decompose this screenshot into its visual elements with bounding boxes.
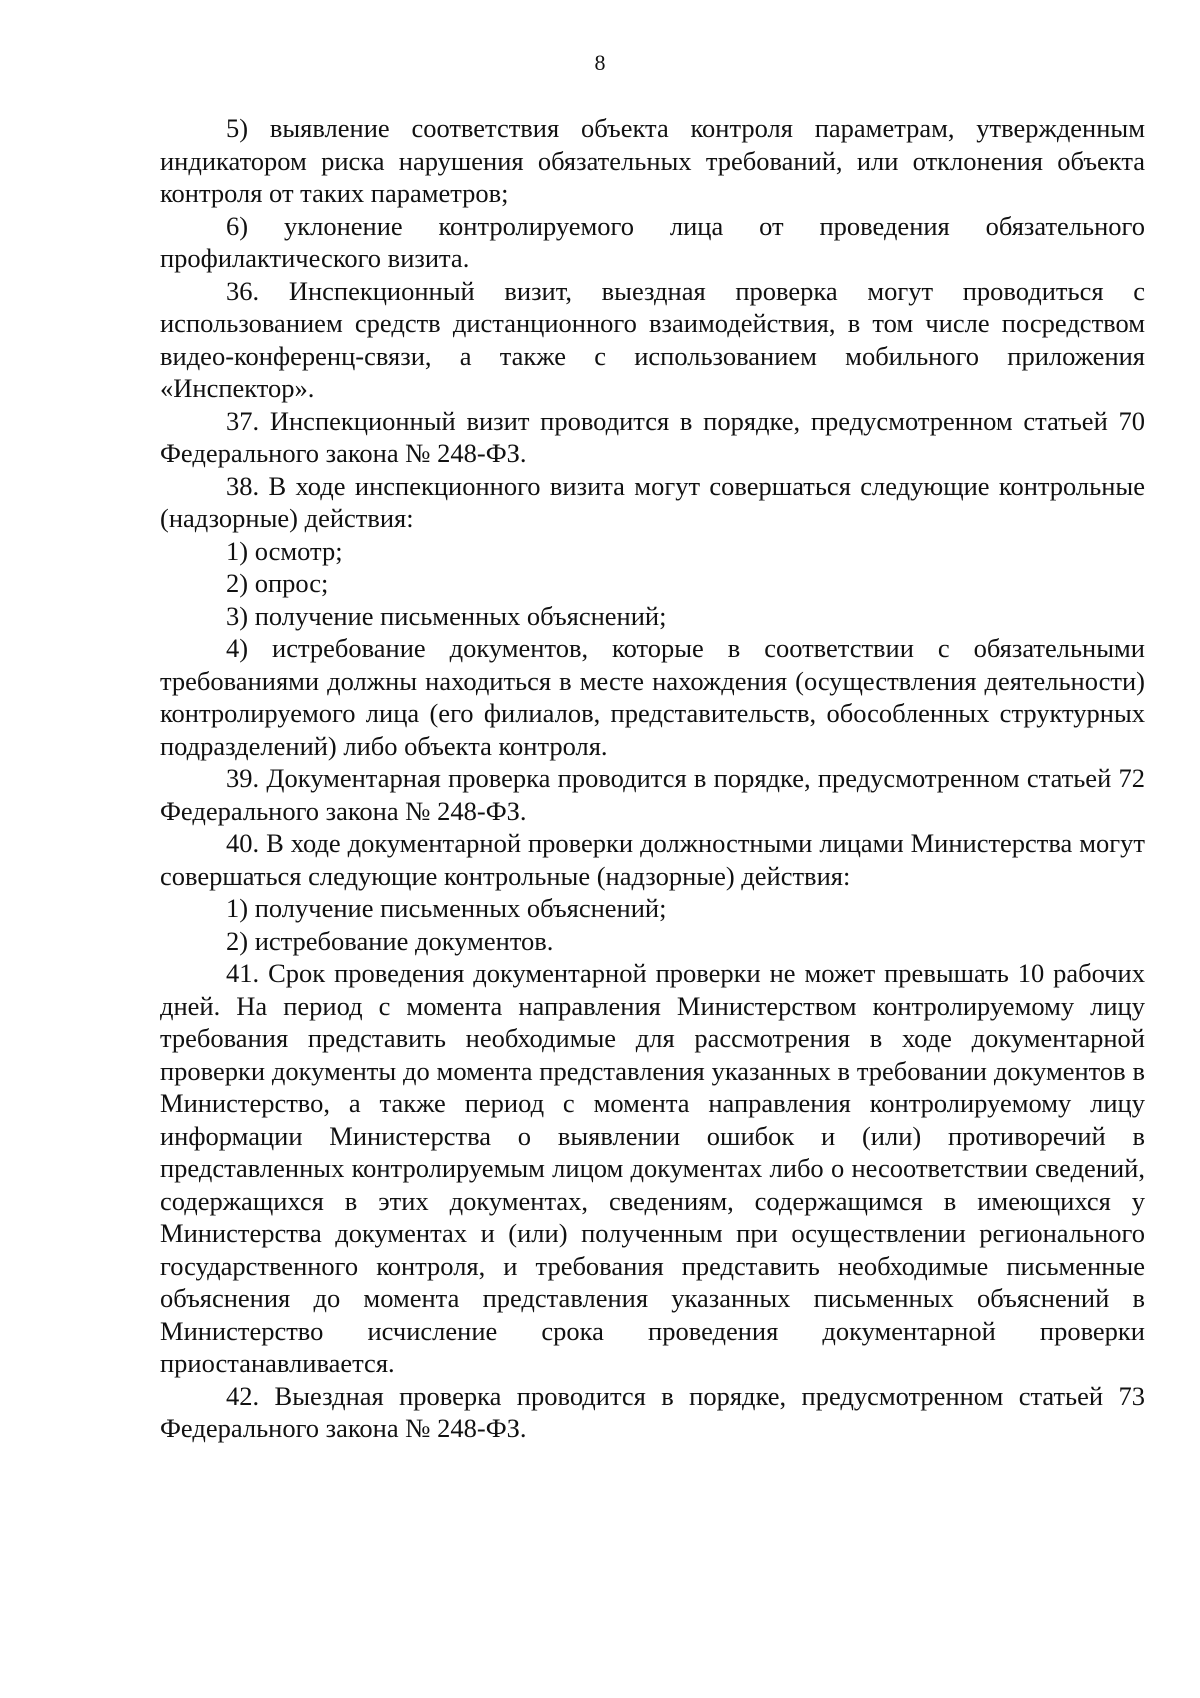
- page-number: 8: [594, 50, 606, 75]
- paragraph-39: 39. Документарная проверка проводится в порядке, предусмотренном статьей 72 Федерального закона № 248-ФЗ.: [160, 763, 1145, 826]
- list-item: 2) истребование документов.: [226, 925, 554, 956]
- document-body: [160, 112, 1145, 1445]
- paragraph-item-6: 6) уклонение контролируемого лица от проведения обязательного профилактического визита.: [160, 210, 1145, 273]
- list-item: 2) опрос;: [226, 568, 329, 598]
- list-item: 3) получение письменных объяснений;: [226, 600, 667, 631]
- paragraph-40: 40. В ходе документарной проверки должностными лицами Министерства могут совершаться следующие контрольные (надзорные) действия:: [160, 828, 1145, 891]
- list-item: 4) истребование документов, которые в соответствии с обязательными требованиями должны находиться в месте нахождения (осуществления деятельности) контролируемого лица (его филиалов, представительств, обособленных структурных подразделений) либо объекта контроля.: [160, 633, 1145, 761]
- list-item: 1) получение письменных объяснений;: [226, 893, 667, 923]
- paragraph-41: 41. Срок проведения документарной проверки не может превышать 10 рабочих дней. На период с момента направления Министерством контролируемому лицу требования представить необходимые для рассмотрения в ходе документарной проверки документы до момента представления указанных в требовании документов в Министерство, а также период с момента направления контролируемому лицу информации Министерства о выявлении ошибок и (или) противоречий в представленных контролируемым лицом документах либо о несоответствии сведений, содержащихся в этих документах, сведениям, содержащимся в имеющихся у Министерства документах и (или) полученным при осуществлении регионального государственного контроля, и требования представить необходимые письменные объяснения до момента представления указанных письменных объяснений в Министерство исчисление срока проведения документарной проверки приостанавливается.: [160, 958, 1145, 1378]
- list-item: 1) осмотр;: [226, 535, 343, 566]
- paragraph-42: 42. Выездная проверка проводится в порядке, предусмотренном статьей 73 Федерального закона № 248-ФЗ.: [160, 1380, 1145, 1443]
- paragraph-38: 38. В ходе инспекционного визита могут совершаться следующие контрольные (надзорные) действия:: [160, 470, 1145, 533]
- paragraph-item-5: 5) выявление соответствия объекта контроля параметрам, утвержденным индикатором риска нарушения обязательных требований, или отклонения объекта контроля от таких параметров;: [160, 113, 1145, 208]
- paragraph-37: 37. Инспекционный визит проводится в порядке, предусмотренном статьей 70 Федерального закона № 248-ФЗ.: [160, 405, 1145, 468]
- paragraph-36: 36. Инспекционный визит, выездная проверка могут проводиться с использованием средств дистанционного взаимодействия, в том числе посредством видео-конференц-связи, а также с использованием мобильного приложения «Инспектор».: [160, 275, 1145, 403]
